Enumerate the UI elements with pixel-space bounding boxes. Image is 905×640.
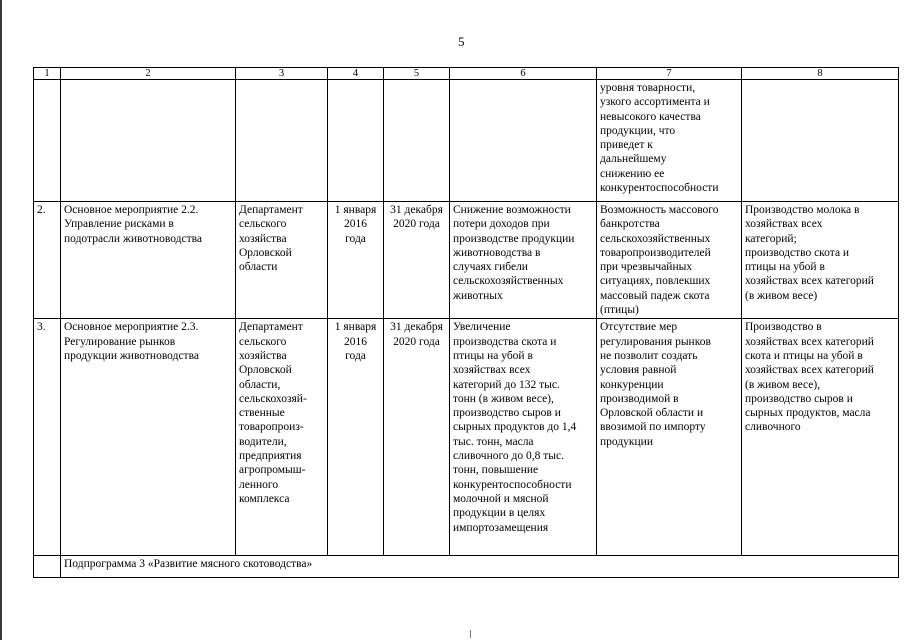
table-row xyxy=(34,80,899,202)
table-row xyxy=(34,202,899,319)
executor-cell: Департамент сельского хозяйства Орловской области xyxy=(236,202,328,319)
column-number: 8 xyxy=(742,68,899,80)
row-number xyxy=(34,556,61,578)
event-cell: Основное мероприятие 2.3. Регулирование рынков продукции животноводства xyxy=(61,319,236,556)
subprogram-row xyxy=(34,556,899,578)
executor-cell xyxy=(236,80,328,202)
page-number: 5 xyxy=(458,34,465,49)
end-date-cell: 31 декабря 2020 года xyxy=(384,319,450,556)
consequences-cell: Возможность массового банкротства сельскохозяйственных товаропроизводителей при чрезвычайных ситуациях, повлекших массовый падеж скота (птицы) xyxy=(597,202,742,319)
column-number: 3 xyxy=(236,68,328,80)
column-number-row xyxy=(34,68,899,80)
start-date-cell: 1 января 2016 года xyxy=(328,319,384,556)
column-number: 1 xyxy=(34,68,61,80)
row-number: 3. xyxy=(34,319,61,556)
start-date-cell xyxy=(328,80,384,202)
table-row xyxy=(34,319,899,556)
event-cell: Основное мероприятие 2.2. Управление рисками в подотрасли животноводства xyxy=(61,202,236,319)
column-number: 6 xyxy=(450,68,597,80)
row-number: 2. xyxy=(34,202,61,319)
row-number xyxy=(34,80,61,202)
indicators-cell: Производство молока в хозяйствах всех категорий; производство скота и птицы на убой в хозяйствах всех категорий (в живом весе) xyxy=(742,202,899,319)
column-number: 2 xyxy=(61,68,236,80)
consequences-cell: Отсутствие мер регулирования рынков не позволит создать условия равной конкуренции производимой в Орловской области и ввозимой по импорту продукции xyxy=(597,319,742,556)
scan-mark xyxy=(470,630,471,638)
start-date-cell: 1 января 2016 года xyxy=(328,202,384,319)
program-table xyxy=(33,67,899,578)
event-cell xyxy=(61,80,236,202)
subprogram-heading: Подпрограмма 3 «Развитие мясного скотоводства» xyxy=(61,556,899,578)
consequences-cell: уровня товарности, узкого ассортимента и невысокого качества продукции, что приведет к дальнейшему снижению ее конкурентоспособности xyxy=(597,80,742,202)
indicators-cell xyxy=(742,80,899,202)
result-cell: Увеличение производства скота и птицы на убой в хозяйствах всех категорий до 132 тыс. тонн (в живом весе), производство сыров и сырных продуктов до 1,4 тыс. тонн, масла сливочного до 0,8 тыс. тонн, повышение конкурентоспособности молочной и мясной продукции в целях импортозамещения xyxy=(450,319,597,556)
column-number: 7 xyxy=(597,68,742,80)
result-cell: Снижение возможности потери доходов при производстве продукции животноводства в случаях гибели сельскохозяйственных животных xyxy=(450,202,597,319)
end-date-cell xyxy=(384,80,450,202)
scan-left-edge xyxy=(0,0,2,640)
column-number: 4 xyxy=(328,68,384,80)
column-number: 5 xyxy=(384,68,450,80)
executor-cell: Департамент сельского хозяйства Орловской области, сельскохозяй- ственные товаропроиз- водители, предприятия агропромыш- ленного комплекса xyxy=(236,319,328,556)
indicators-cell: Производство в хозяйствах всех категорий скота и птицы на убой в хозяйствах всех категорий (в живом весе), производство сыров и сырных продуктов, масла сливочного xyxy=(742,319,899,556)
result-cell xyxy=(450,80,597,202)
end-date-cell: 31 декабря 2020 года xyxy=(384,202,450,319)
